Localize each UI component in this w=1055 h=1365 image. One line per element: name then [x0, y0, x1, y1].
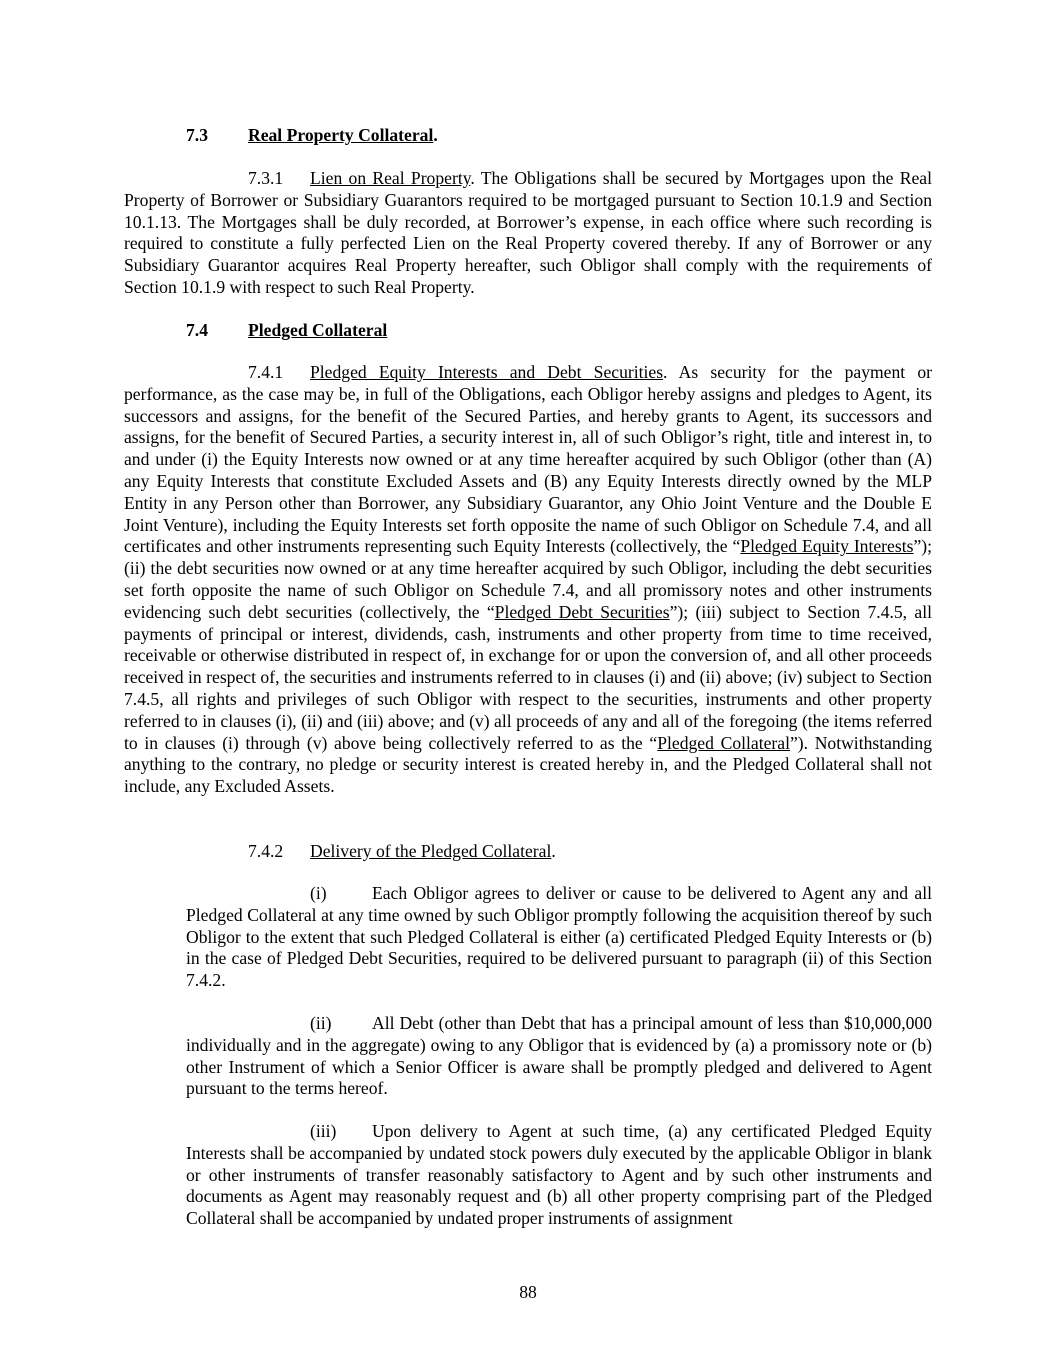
subsection-number: 7.3.1 — [248, 168, 284, 188]
subsection-title: Pledged Equity Interests and Debt Securities — [310, 362, 664, 382]
subsection-number: 7.4.1 — [248, 362, 284, 382]
paragraph-7-3-1 — [124, 168, 932, 299]
document-page — [124, 0, 932, 1365]
paragraph-text: ”); (ii) the debt securities now owned or at any time hereafter acquired by such Obligor, including the debt securities set forth opposite the name of such Obligor on Schedule 7.4, and all promissory notes and other instruments evidencing such debt securities (collectively, the “ — [124, 536, 932, 622]
section-title-period: . — [433, 125, 438, 145]
clause-text: Each Obligor agrees to deliver or cause to be delivered to Agent any and all Pledged Collateral at any time owned by such Obligor promptly following the acquisition thereof by such Obligor to the extent that such Pledged Collateral is either (a) certificated Pledged Equity Interests or (b) in the case of Pledged Debt Securities, required to be delivered pursuant to paragraph (ii) of this Section 7.4.2. — [186, 883, 932, 991]
paragraph-7-4-1 — [124, 362, 932, 798]
clause-iii — [186, 1121, 932, 1230]
paragraph-body: . The Obligations shall be secured by Mortgages upon the Real Property of Borrower or Subsidiary Guarantors required to be mortgaged pursuant to Section 10.1.9 and Section 10.1.13. The Mortgages shall be duly recorded, at Borrower’s expense, in each office where such recording is required to constitute a fully perfected Lien on the Real Property covered thereby. If any of Borrower or any Subsidiary Guarantor acquires Real Property hereafter, such Obligor shall comply with the requirements of Section 10.1.9 with respect to such Real Property. — [124, 168, 932, 297]
paragraph-text: ”). Notwithstanding anything to the contrary, no pledge or security interest is created hereby in, and the Pledged Collateral shall not include, any Excluded Assets. — [124, 732, 932, 797]
section-title: Pledged Collateral — [248, 320, 388, 340]
defined-term-pledged-collateral: Pledged Collateral — [657, 732, 790, 753]
clause-ii — [186, 1013, 932, 1100]
clause-label: (iii) — [310, 1121, 337, 1141]
subsection-title: Lien on Real Property — [310, 168, 471, 188]
paragraph-text: ”); (iii) subject to Section 7.4.5, all payments of principal or interest, dividends, cash, instruments and other property from time to time received, receivable or otherwise distributed in respect of, in exchange for or upon the conversion of, and all other proceeds received in respect of, the securities and instruments referred to in clauses (i) and (ii) above; (iv) subject to Section 7.4.5, all rights and privileges of such Obligor with respect to the securities, instruments and other property referred to in clauses (i), (ii) and (iii) above; and (v) all proceeds of any and all of the foregoing (the items referred to in clauses (i) through (v) above being collectively referred to as the “ — [124, 601, 932, 753]
section-heading-7-3 — [186, 125, 438, 147]
defined-term-pledged-equity-interests: Pledged Equity Interests — [740, 536, 914, 557]
clause-label: (ii) — [310, 1013, 332, 1033]
clause-text: Upon delivery to Agent at such time, (a) any certificated Pledged Equity Interests shall be accompanied by undated stock powers duly executed by the applicable Obligor in blank or other instruments of transfer reasonably satisfactory to Agent and by such other instruments and documents as Agent may reasonably request and (b) all other property comprising part of the Pledged Collateral shall be accompanied by undated proper instruments of assignment — [186, 1121, 932, 1229]
clause-text: All Debt (other than Debt that has a principal amount of less than $10,000,000 individually and in the aggregate) owing to any Obligor that is evidenced by (a) a promissory note or (b) other Instrument of which a Senior Officer is aware shall be promptly pledged and delivered to Agent pursuant to the terms hereof. — [186, 1013, 932, 1099]
section-number: 7.4 — [186, 320, 208, 340]
subsection-title-period: . — [551, 841, 556, 861]
subsection-title: Delivery of the Pledged Collateral — [310, 841, 552, 861]
clause-i — [186, 883, 932, 992]
clause-label: (i) — [310, 883, 327, 903]
page-number: 88 — [519, 1282, 537, 1302]
paragraph-text: . As security for the payment or performance, as the case may be, in full of the Obligations, each Obligor hereby assigns and pledges to Agent, its successors and assigns, for the benefit of the Secured Parties, and hereby grants to Agent, its successors and assigns, for the benefit of Secured Parties, a security interest in, all of such Obligor’s right, title and interest in, to and under (i) the Equity Interests now owned or at any time hereafter acquired by such Obligor (other than (A) any Equity Interests that constitute Excluded Assets and (B) any Equity Interests directly owned by the MLP Entity in any Person other than Borrower, any Subsidiary Guarantor, any Ohio Joint Venture and the Double E Joint Venture), including the Equity Interests set forth opposite the name of such Obligor on Schedule 7.4, and all certificates and other instruments representing such Equity Interests (collectively, the “ — [124, 362, 933, 557]
subsection-number: 7.4.2 — [248, 841, 284, 861]
subsection-heading-7-4-2 — [248, 841, 556, 863]
defined-term-pledged-debt-securities: Pledged Debt Securities — [494, 601, 670, 622]
section-heading-7-4 — [186, 320, 387, 342]
section-title: Real Property Collateral — [248, 125, 434, 145]
section-number: 7.3 — [186, 125, 208, 145]
